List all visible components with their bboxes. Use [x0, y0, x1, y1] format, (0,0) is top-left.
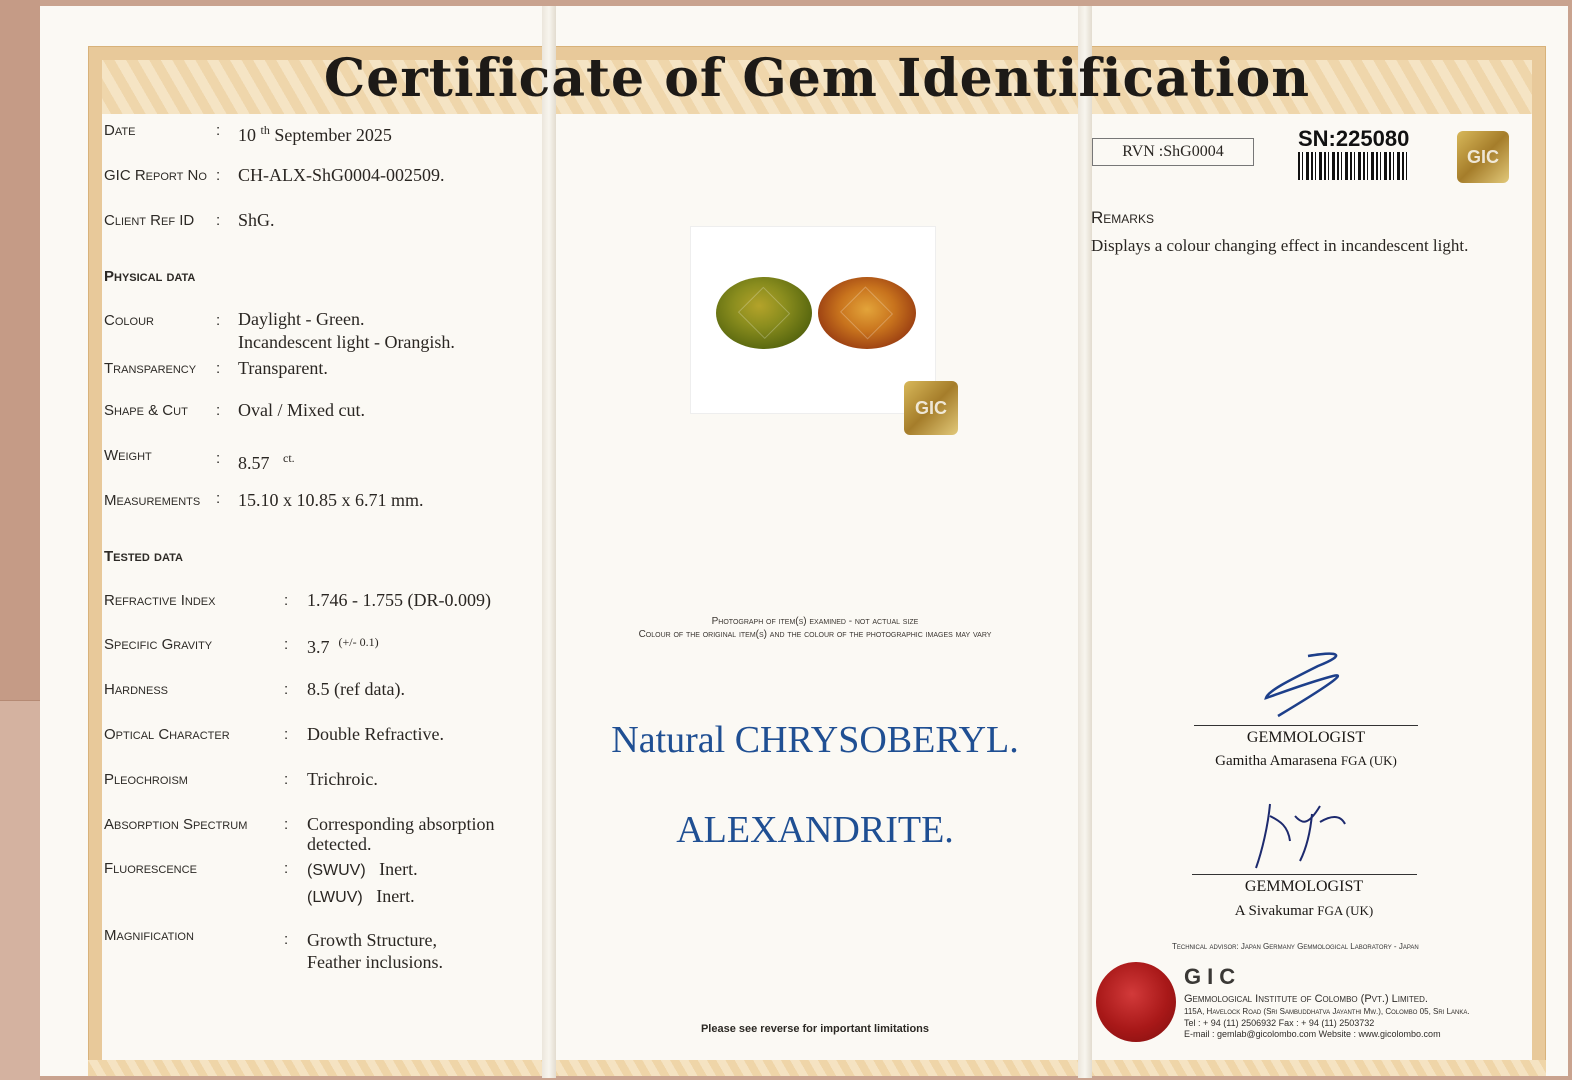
- fluorescence-swuv: (SWUV) Inert.: [307, 859, 418, 879]
- serial-number: SN:225080: [1298, 126, 1410, 151]
- signature-2: [1250, 796, 1350, 876]
- specific-gravity-label: Specific Gravity: [104, 636, 213, 653]
- colon: :: [284, 636, 289, 653]
- refractive-index-label: Refractive Index: [104, 592, 216, 609]
- absorption-value-2: detected.: [307, 834, 372, 854]
- signature-1: [1248, 646, 1358, 726]
- certificate-border: [88, 46, 1546, 1076]
- colour-incandescent: Incandescent light - Orangish.: [238, 332, 455, 352]
- magnification-value-1: Growth Structure,: [307, 930, 437, 950]
- transparency-value: Transparent.: [238, 358, 328, 378]
- colon: :: [216, 360, 221, 377]
- identification-species: Natural CHRYSOBERYL.: [611, 719, 1019, 761]
- identification-variety: ALEXANDRITE.: [676, 809, 954, 851]
- client-ref-value: ShG.: [238, 210, 275, 230]
- report-no-value: CH-ALX-ShG0004-002509.: [238, 165, 445, 185]
- signature-line-1: [1194, 725, 1418, 726]
- date-value: 10 $^{th}$ September 2025: [238, 123, 392, 145]
- background-panel: [0, 700, 40, 1080]
- colour-label: Colour: [104, 312, 154, 329]
- optical-character-label: Optical Character: [104, 726, 230, 743]
- gemmologist-1-name: Gamitha Amarasena FGA (UK): [1215, 753, 1397, 769]
- colour-daylight: Daylight - Green.: [238, 309, 365, 329]
- colon: :: [216, 402, 221, 419]
- org-phone: Tel : + 94 (11) 2506932 Fax : + 94 (11) 2503732: [1184, 1018, 1375, 1028]
- colon: :: [216, 312, 221, 329]
- specific-gravity-value: 3.7 $^{(+/- 0.1)}$: [307, 635, 379, 657]
- client-ref-label: Client Ref ID: [104, 212, 195, 229]
- weight-value: 8.57 $^{ct.}$: [238, 451, 295, 473]
- pleochroism-label: Pleochroism: [104, 771, 188, 788]
- colon: :: [284, 771, 289, 788]
- colon: :: [284, 931, 289, 948]
- gic-logo: GIC: [1184, 964, 1242, 989]
- fold-left: [542, 6, 556, 1078]
- signature-line-2: [1192, 874, 1417, 875]
- remarks-text: Displays a colour changing effect in incandescent light.: [1091, 236, 1469, 255]
- fluorescence-label: Fluorescence: [104, 860, 197, 877]
- absorption-spectrum-label: Absorption Spectrum: [104, 816, 248, 833]
- fluorescence-lwuv: (LWUV) Inert.: [307, 886, 415, 906]
- measurements-label: Measurements: [104, 492, 201, 509]
- org-address: 115A, Havelock Road (Sri Sambuddhatva Jayanthi Mw.), Colombo 05, Sri Lanka.: [1184, 1007, 1470, 1016]
- photo-caption-2: Colour of the original item(s) and the colour of the photographic images may vary: [638, 629, 992, 640]
- shape-cut-label: Shape & Cut: [104, 402, 188, 419]
- gemmologist-2-title: GEMMOLOGIST: [1244, 878, 1364, 895]
- gic-hologram-seal: GIC: [904, 381, 958, 435]
- optical-character-value: Double Refractive.: [307, 724, 444, 744]
- tested-data-heading: Tested data: [104, 548, 183, 565]
- magnification-value-2: Feather inclusions.: [307, 952, 443, 972]
- colon: :: [216, 450, 221, 467]
- wax-seal: [1096, 962, 1176, 1042]
- bottom-band: [88, 1060, 1546, 1076]
- absorption-value-1: Corresponding absorption: [307, 814, 495, 834]
- rvn-box: RVN :ShG0004: [1092, 138, 1254, 166]
- certificate-title: Certificate of Gem Identification: [323, 48, 1311, 109]
- background-edge: [0, 0, 40, 1080]
- colon: :: [216, 212, 221, 229]
- date-label: Date: [104, 122, 136, 139]
- weight-label: Weight: [104, 447, 152, 464]
- barcode: [1298, 152, 1410, 180]
- remarks-heading: Remarks: [1091, 208, 1154, 227]
- physical-data-heading: Physical data: [104, 268, 196, 285]
- photo-caption-1: Photograph of item(s) examined - not actual size: [711, 616, 919, 627]
- colon: :: [284, 816, 289, 833]
- colon: :: [284, 592, 289, 609]
- hardness-label: Hardness: [104, 681, 169, 698]
- colon: :: [284, 681, 289, 698]
- colon: :: [284, 860, 289, 877]
- measurements-value: 15.10 x 10.85 x 6.71 mm.: [238, 490, 424, 510]
- gem-daylight-image: [716, 277, 812, 349]
- transparency-label: Transparency: [104, 360, 197, 377]
- gic-hologram-seal-right: GIC: [1457, 131, 1509, 183]
- pleochroism-value: Trichroic.: [307, 769, 378, 789]
- colon: :: [216, 122, 221, 139]
- fold-right: [1078, 6, 1092, 1078]
- org-email: E-mail : gemlab@gicolombo.com Website : www.gicolombo.com: [1184, 1029, 1441, 1039]
- report-no-label: GIC Report No: [104, 167, 207, 184]
- gem-incandescent-image: [818, 277, 916, 349]
- colon: :: [216, 167, 221, 184]
- hardness-value: 8.5 (ref data).: [307, 679, 405, 699]
- gemmologist-2-name: A Sivakumar FGA (UK): [1234, 903, 1374, 919]
- colon: :: [284, 726, 289, 743]
- org-name: Gemmological Institute of Colombo (Pvt.) Limited.: [1184, 993, 1428, 1005]
- limitations-note: Please see reverse for important limitations: [700, 1023, 930, 1035]
- magnification-label: Magnification: [104, 927, 194, 944]
- technical-advisor: Technical advisor: Japan Germany Gemmological Laboratory - Japan: [1172, 942, 1419, 951]
- gemmologist-1-title: GEMMOLOGIST: [1246, 729, 1366, 746]
- colon: :: [216, 490, 221, 507]
- shape-cut-value: Oval / Mixed cut.: [238, 400, 365, 420]
- refractive-index-value: 1.746 - 1.755 (DR-0.009): [307, 590, 491, 610]
